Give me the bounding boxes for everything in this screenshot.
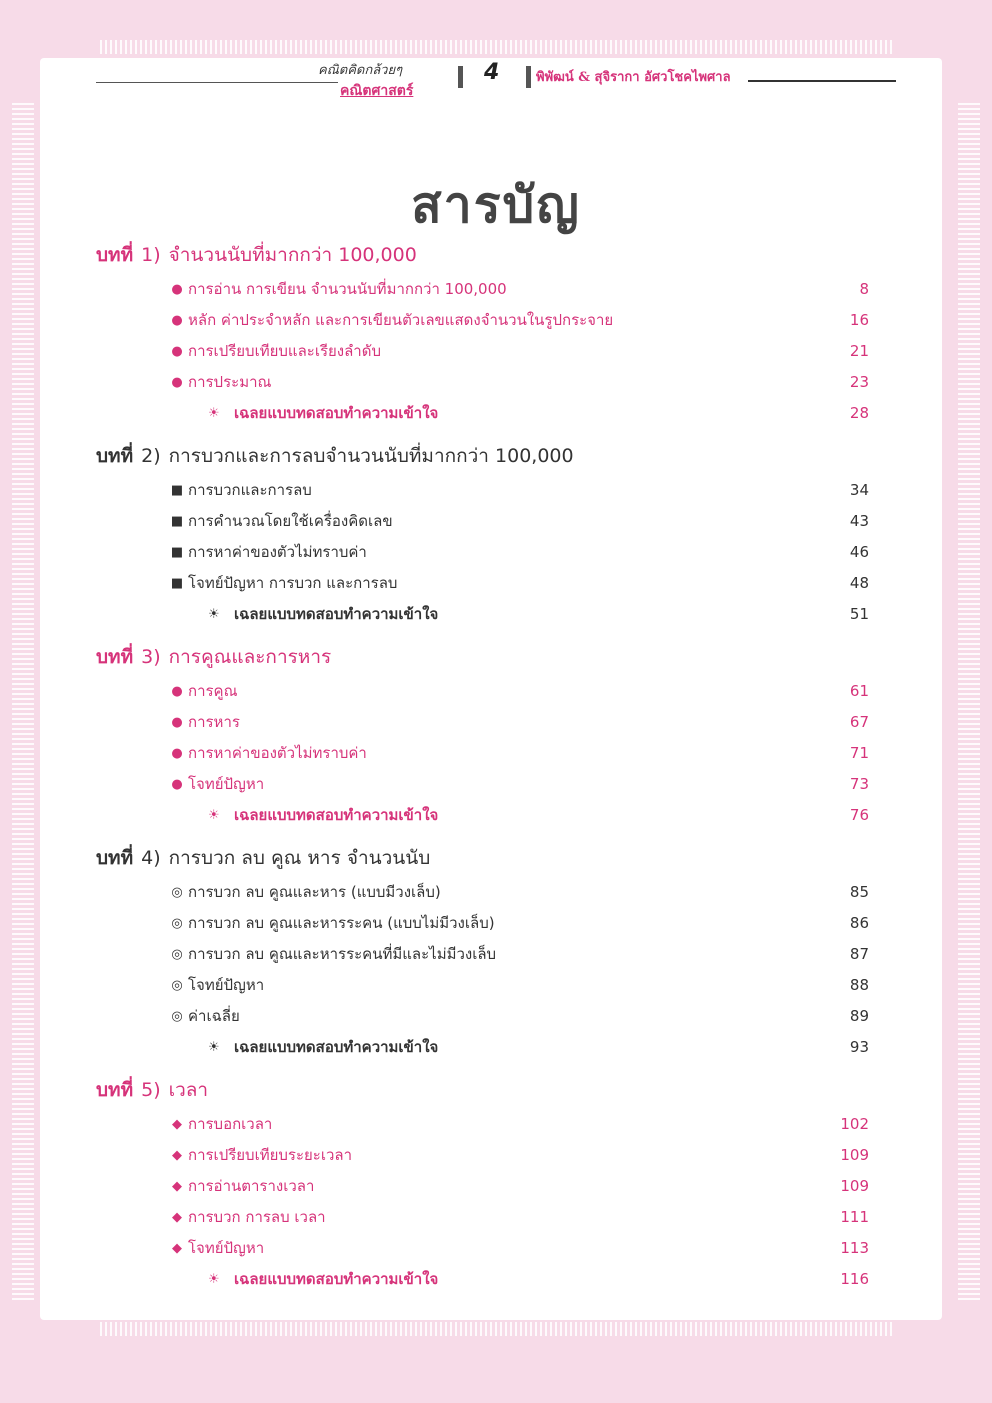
bottom-stripe	[100, 1322, 892, 1336]
page-title: สารบัญ	[411, 176, 581, 234]
chapter-number: 4)	[141, 847, 161, 869]
toc-entry[interactable]	[0, 769, 992, 800]
toc-entry[interactable]	[0, 1109, 992, 1140]
chapter-heading[interactable]	[96, 638, 992, 676]
entry-title: ค่าเฉลี่ย	[188, 1007, 240, 1025]
entry-title: การประมาณ	[188, 373, 272, 391]
entry-page-number: 8	[859, 280, 869, 298]
toc-entry[interactable]	[0, 738, 992, 769]
entry-title: การอ่านตารางเวลา	[188, 1177, 315, 1195]
bullet-icon: ◎	[171, 916, 183, 931]
bullet-icon: ●	[171, 344, 183, 359]
entry-page-number: 89	[849, 1007, 869, 1025]
toc-entry[interactable]	[0, 537, 992, 568]
toc-entry[interactable]	[0, 367, 992, 398]
bullet-icon: ◆	[172, 1210, 182, 1225]
brand-label: คณิตคิดกล้วยๆ	[318, 63, 403, 78]
lightbulb-icon: ☀	[208, 1040, 220, 1055]
entry-title: การบวกและการลบ	[188, 481, 312, 499]
entry-title: การบวก ลบ คูณและหารระคนที่มีและไม่มีวงเล็บ	[188, 945, 497, 963]
header-divider-right	[748, 80, 896, 82]
answer-key-page-number: 93	[849, 1038, 869, 1056]
chapter-5	[0, 1063, 992, 1295]
entry-title: โจทย์ปัญหา	[188, 775, 265, 793]
answer-key-entry[interactable]	[0, 398, 992, 429]
entry-page-number: 67	[849, 713, 869, 731]
chapter-title: เวลา	[168, 1079, 209, 1101]
chapter-number: 2)	[141, 445, 161, 467]
bullet-icon: ●	[171, 715, 183, 730]
lightbulb-icon: ☀	[208, 406, 220, 421]
chapter-label: บทที่	[96, 244, 134, 266]
entry-page-number: 102	[840, 1115, 869, 1133]
entry-page-number: 21	[849, 342, 869, 360]
chapter-spacer	[0, 831, 992, 839]
lightbulb-icon: ☀	[208, 808, 220, 823]
chapter-number: 1)	[141, 244, 161, 266]
entry-title: การเปรียบเทียบและเรียงลำดับ	[188, 342, 381, 360]
entry-title: โจทย์ปัญหา	[188, 976, 265, 994]
bullet-icon: ●	[171, 282, 183, 297]
lightbulb-icon: ☀	[208, 607, 220, 622]
entry-page-number: 85	[849, 883, 869, 901]
toc-entry[interactable]	[0, 336, 992, 367]
entry-title: โจทย์ปัญหา	[188, 1239, 265, 1257]
bullet-icon: ◆	[172, 1148, 182, 1163]
entry-title: การบวก การลบ เวลา	[188, 1208, 326, 1226]
entry-page-number: 87	[849, 945, 869, 963]
chapter-title: จำนวนนับที่มากกว่า 100,000	[168, 244, 417, 266]
chapter-spacer	[0, 630, 992, 638]
entry-page-number: 113	[840, 1239, 869, 1257]
entry-page-number: 88	[849, 976, 869, 994]
entry-title: หลัก ค่าประจำหลัก และการเขียนตัวเลขแสดงจำนวนในรูปกระจาย	[188, 311, 614, 329]
header-divider-left	[96, 82, 338, 83]
entry-page-number: 111	[840, 1208, 869, 1226]
answer-key-entry[interactable]	[0, 800, 992, 831]
bullet-icon: ■	[170, 483, 184, 498]
chapter-2	[0, 429, 992, 630]
chapter-spacer	[0, 1063, 992, 1071]
bullet-icon: ◆	[172, 1117, 182, 1132]
page-number: 4	[484, 60, 500, 85]
toc-entry[interactable]	[0, 1202, 992, 1233]
entry-page-number: 34	[849, 481, 869, 499]
answer-key-title: เฉลยแบบทดสอบทำความเข้าใจ	[234, 404, 439, 422]
entry-page-number: 16	[849, 311, 869, 329]
entry-page-number: 23	[849, 373, 869, 391]
entry-page-number: 109	[840, 1146, 869, 1164]
page-header	[96, 52, 896, 104]
author-label: พิพัฒน์ & สุจิรากา อัศวโชคไพศาล	[536, 70, 731, 85]
entry-title: การคูณ	[188, 682, 238, 700]
entry-page-number: 109	[840, 1177, 869, 1195]
toc-entry[interactable]	[0, 475, 992, 506]
chapter-heading[interactable]	[96, 236, 992, 274]
toc-entry[interactable]	[0, 274, 992, 305]
toc-entry[interactable]	[0, 1001, 992, 1032]
header-bar-left	[458, 66, 463, 88]
chapter-title: การบวก ลบ คูณ หาร จำนวนนับ	[168, 847, 431, 869]
toc-entry[interactable]	[0, 908, 992, 939]
toc-entry[interactable]	[0, 1171, 992, 1202]
chapter-label: บทที่	[96, 847, 134, 869]
entry-page-number: 71	[849, 744, 869, 762]
lightbulb-icon: ☀	[208, 1272, 220, 1287]
chapter-number: 3)	[141, 646, 161, 668]
toc-entry[interactable]	[0, 676, 992, 707]
chapter-title: การบวกและการลบจำนวนนับที่มากกว่า 100,000	[168, 445, 574, 467]
bullet-icon: ◎	[171, 947, 183, 962]
bullet-icon: ●	[171, 313, 183, 328]
toc-entry[interactable]	[0, 1140, 992, 1171]
chapter-heading[interactable]	[96, 1071, 992, 1109]
bullet-icon: ●	[171, 746, 183, 761]
answer-key-entry[interactable]	[0, 599, 992, 630]
entry-title: การคำนวณโดยใช้เครื่องคิดเลข	[188, 512, 393, 530]
chapter-label: บทที่	[96, 1079, 134, 1101]
answer-key-title: เฉลยแบบทดสอบทำความเข้าใจ	[234, 1270, 439, 1288]
chapter-label: บทที่	[96, 646, 134, 668]
entry-title: การบอกเวลา	[188, 1115, 273, 1133]
bullet-icon: ◎	[171, 1009, 183, 1024]
chapter-1	[0, 236, 992, 429]
chapter-spacer	[0, 429, 992, 437]
toc-entry[interactable]	[0, 707, 992, 738]
bullet-icon: ◆	[172, 1241, 182, 1256]
entry-page-number: 46	[849, 543, 869, 561]
bullet-icon: ◎	[171, 978, 183, 993]
bullet-icon: ●	[171, 375, 183, 390]
chapter-3	[0, 630, 992, 831]
toc-entry[interactable]	[0, 568, 992, 599]
entry-page-number: 48	[849, 574, 869, 592]
entry-title: การอ่าน การเขียน จำนวนนับที่มากกว่า 100,000	[188, 280, 507, 298]
bullet-icon: ■	[170, 514, 184, 529]
entry-title: การบวก ลบ คูณและหาร (แบบมีวงเล็บ)	[188, 883, 441, 901]
toc-entry[interactable]	[0, 877, 992, 908]
entry-page-number: 43	[849, 512, 869, 530]
entry-page-number: 73	[849, 775, 869, 793]
bullet-icon: ■	[170, 576, 184, 591]
entry-title: การหาค่าของตัวไม่ทราบค่า	[188, 543, 367, 561]
answer-key-page-number: 116	[840, 1270, 869, 1288]
bullet-icon: ●	[171, 684, 183, 699]
answer-key-title: เฉลยแบบทดสอบทำความเข้าใจ	[234, 806, 439, 824]
bullet-icon: ■	[170, 545, 184, 560]
toc-entry[interactable]	[0, 939, 992, 970]
toc-entry[interactable]	[0, 1233, 992, 1264]
answer-key-page-number: 28	[849, 404, 869, 422]
entry-title: โจทย์ปัญหา การบวก และการลบ	[188, 574, 398, 592]
chapter-heading[interactable]	[96, 437, 992, 475]
chapter-number: 5)	[141, 1079, 161, 1101]
toc-entry[interactable]	[0, 305, 992, 336]
chapter-label: บทที่	[96, 445, 134, 467]
answer-key-page-number: 76	[849, 806, 869, 824]
chapter-4	[0, 831, 992, 1063]
answer-key-entry[interactable]	[0, 1032, 992, 1063]
entry-title: การหาค่าของตัวไม่ทราบค่า	[188, 744, 367, 762]
header-bar-right	[526, 66, 531, 88]
chapter-heading[interactable]	[96, 839, 992, 877]
toc-entry[interactable]	[0, 970, 992, 1001]
bullet-icon: ●	[171, 777, 183, 792]
entry-title: การบวก ลบ คูณและหารระคน (แบบไม่มีวงเล็บ)	[188, 914, 495, 932]
answer-key-page-number: 51	[849, 605, 869, 623]
entry-page-number: 61	[849, 682, 869, 700]
answer-key-entry[interactable]	[0, 1264, 992, 1295]
entry-page-number: 86	[849, 914, 869, 932]
answer-key-title: เฉลยแบบทดสอบทำความเข้าใจ	[234, 605, 439, 623]
entry-title: การเปรียบเทียบระยะเวลา	[188, 1146, 353, 1164]
table-of-contents	[0, 236, 992, 1295]
subject-label: คณิตศาสตร์	[340, 83, 414, 99]
entry-title: การหาร	[188, 713, 240, 731]
chapter-title: การคูณและการหาร	[168, 646, 332, 668]
toc-entry[interactable]	[0, 506, 992, 537]
answer-key-title: เฉลยแบบทดสอบทำความเข้าใจ	[234, 1038, 439, 1056]
bullet-icon: ◎	[171, 885, 183, 900]
bullet-icon: ◆	[172, 1179, 182, 1194]
